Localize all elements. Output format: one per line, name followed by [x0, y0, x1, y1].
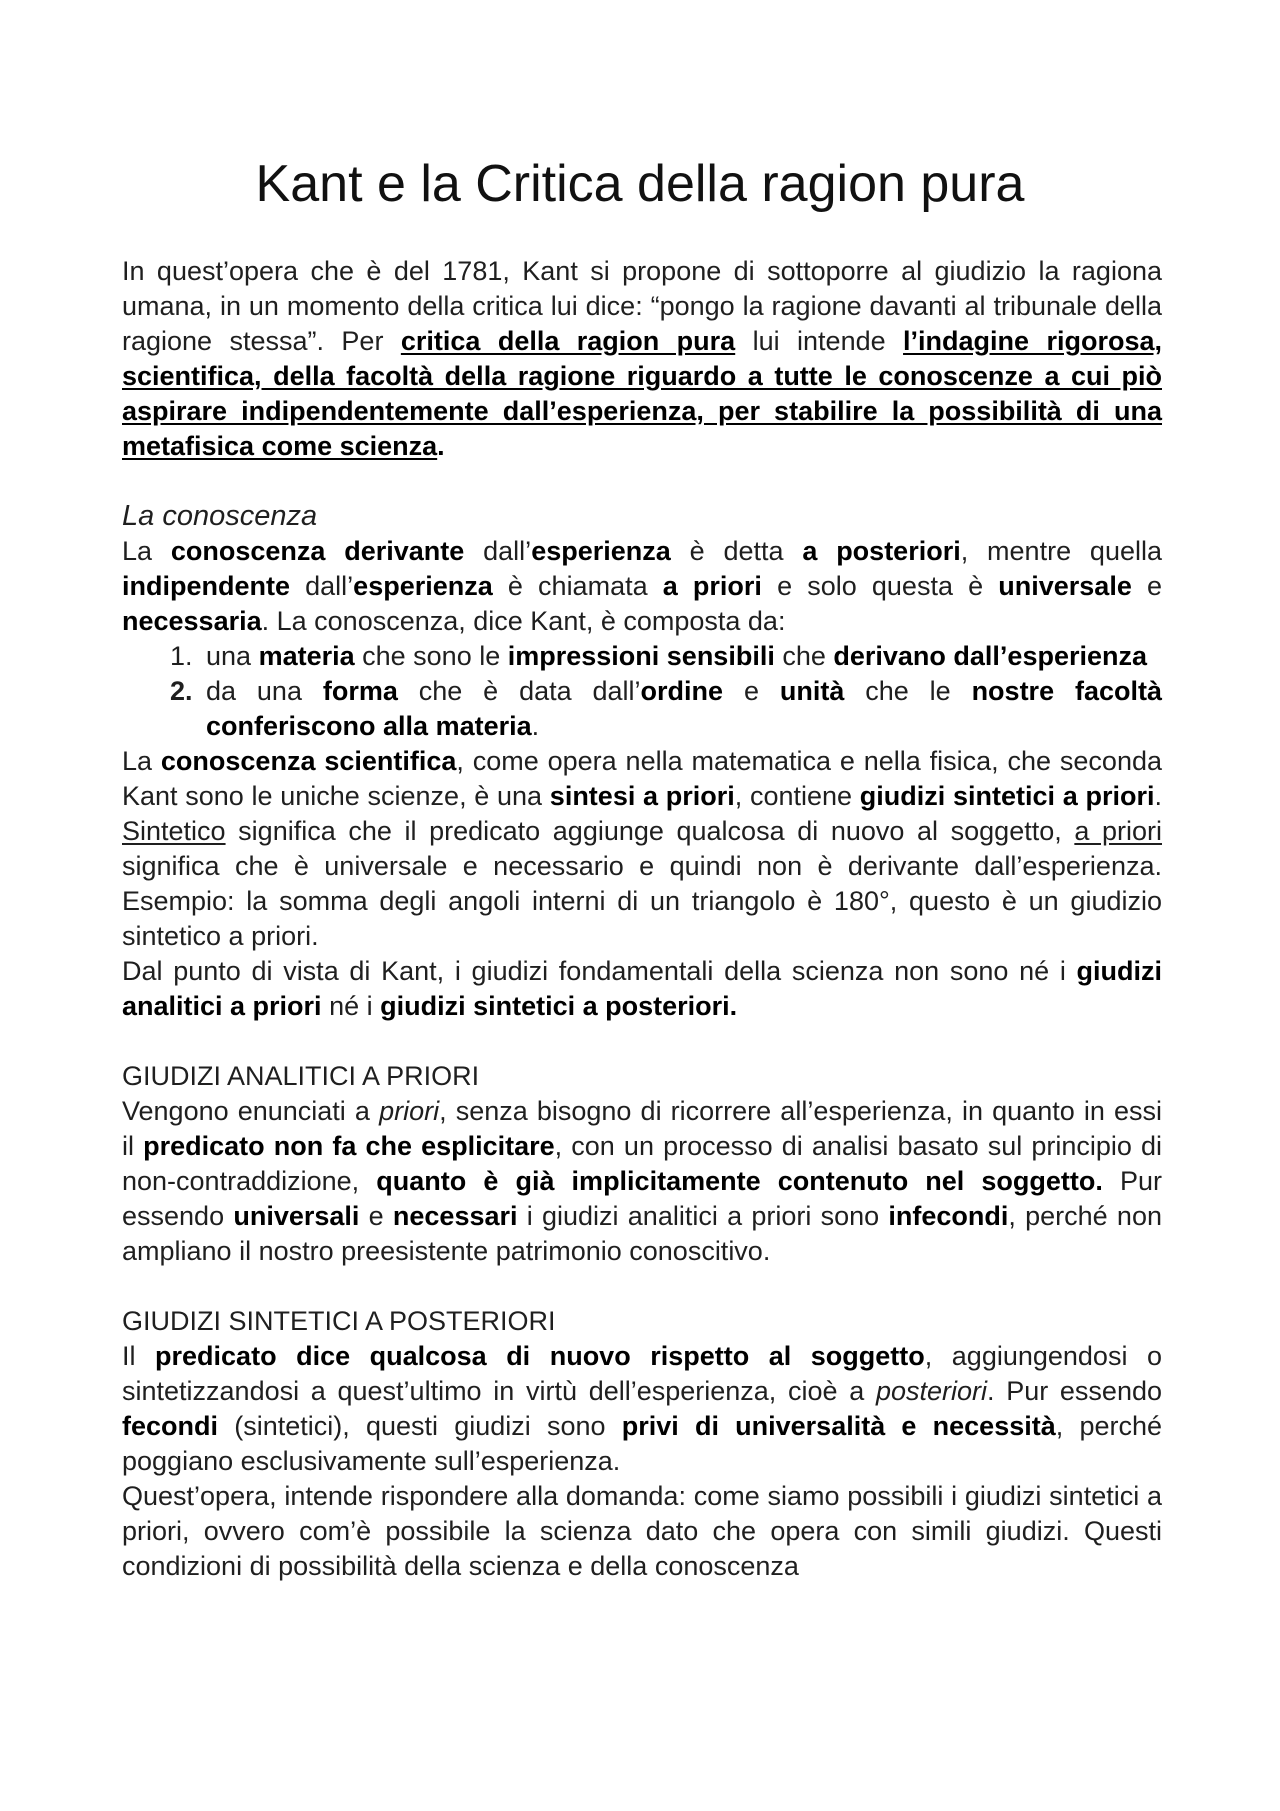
sintetici-paragraph: Il predicato dice qualcosa di nuovo rispetto al soggetto, aggiungendosi o sintetizzandosi a quest’ultimo in virtù dell’esperienza, cioè a posteriori. Pur essendo fecondi (sintetici), questi giudizi sono privi di universalità e necessità, perché poggiano esclusivamente sull’esperienza.	[122, 1341, 1162, 1476]
kant-judgments-paragraph: Dal punto di vista di Kant, i giudizi fondamentali della scienza non sono né i giudizi analitici a priori né i giudizi sintetici a posteriori.	[122, 956, 1162, 1021]
section-heading-sintetici: GIUDIZI SINTETICI A POSTERIORI	[122, 1306, 556, 1336]
document-body	[122, 254, 1162, 1584]
scientific-knowledge-paragraph: La conoscenza scientifica, come opera nella matematica e nella fisica, che seconda Kant sono le uniche scienze, è una sintesi a priori, contiene giudizi sintetici a priori. Sintetico significa che il predicato aggiunge qualcosa di nuovo al soggetto, a priori significa che è universale e necessario e quindi non è derivante dall’esperienza. Esempio: la somma degli angoli interni di un triangolo è 180°, questo è un giudizio sintetico a priori.	[122, 746, 1162, 951]
key-term: critica della ragion pura	[400, 326, 736, 356]
conoscenza-paragraph: La conoscenza derivante dall’esperienza è detta a posteriori, mentre quella indipendente dall’esperienza è chiamata a priori e solo questa è universale e necessaria. La conoscenza, dice Kant, è composta da:	[122, 536, 1163, 636]
list-item: 1. una materia che sono le impressioni sensibili che derivano dall’esperienza	[200, 639, 1162, 674]
knowledge-components-list	[122, 639, 1162, 744]
list-item: 2. da una forma che è data dall’ordine e unità che le nostre facoltà conferiscono alla materia.	[200, 674, 1162, 744]
section-heading-analitici: GIUDIZI ANALITICI A PRIORI	[122, 1061, 480, 1091]
page-title: Kant e la Critica della ragion pura	[255, 155, 1025, 213]
key-definition: l’indagine rigorosa, scientifica, della facoltà della ragione riguardo a tutte le conoscenze a cui piò aspirare indipendentemente dall’esperienza, per stabilire la possibilità di una metafisica come scienza	[122, 326, 1162, 461]
closing-paragraph: Quest’opera, intende rispondere alla domanda: come siamo possibili i giudizi sintetici a priori, ovvero com’è possibile la scienza dato che opera con simili giudizi. Questi condizioni di possibilità della scienza e della conoscenza	[122, 1481, 1162, 1581]
intro-paragraph: In quest’opera che è del 1781, Kant si propone di sottoporre al giudizio la ragiona umana, in un momento della critica lui dice: “pongo la ragione davanti al tribunale della ragione stessa”. Per critica della ragion pura lui intende l’indagine rigorosa, scientifica, della facoltà della ragione riguardo a tutte le conoscenze a cui piò aspirare indipendentemente dall’esperienza, per stabilire la possibilità di una metafisica come scienza.	[122, 256, 1162, 461]
section-heading-conoscenza: La conoscenza	[122, 500, 318, 532]
analitici-paragraph: Vengono enunciati a priori, senza bisogno di ricorrere all’esperienza, in quanto in essi il predicato non fa che esplicitare, con un processo di analisi basato sul principio di non-contraddizione, quanto è già implicitamente contenuto nel soggetto. Pur essendo universali e necessari i giudizi analitici a priori sono infecondi, perché non ampliano il nostro preesistente patrimonio conoscitivo.	[122, 1096, 1162, 1266]
